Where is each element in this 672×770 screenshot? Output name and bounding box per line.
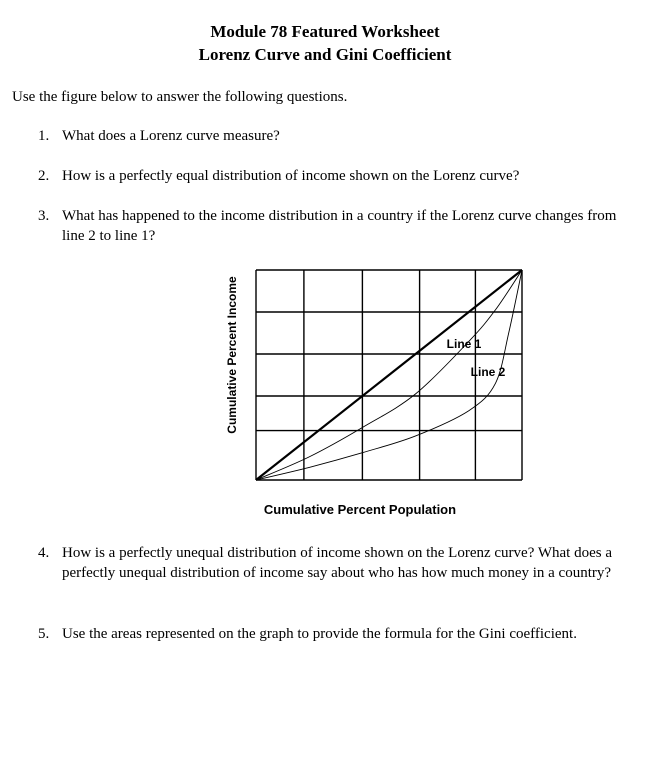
question-2	[38, 166, 638, 186]
y-axis-label: Cumulative Percent Income	[225, 276, 239, 434]
question-number: 2.	[38, 168, 50, 184]
question-4	[38, 543, 648, 605]
lorenz-line-2	[256, 270, 522, 480]
lorenz-line-1	[256, 270, 522, 480]
question-text: How is a perfectly equal distribution of income shown on the Lorenz curve?	[62, 168, 520, 184]
question-number: 1.	[38, 128, 50, 144]
question-3	[38, 206, 638, 248]
question-text: What does a Lorenz curve measure?	[62, 128, 280, 144]
intro-text: Use the figure below to answer the following questions.	[12, 89, 348, 105]
line-2-label: Line 2	[470, 365, 506, 379]
question-number: 4.	[38, 545, 50, 561]
question-number: 5.	[38, 626, 50, 642]
chart-grid	[256, 270, 522, 480]
question-text: How is a perfectly unequal distribution of income shown on the Lorenz curve? What does a perfectly unequal distribution of income say about who has how much money in a country?	[62, 545, 612, 581]
chart-series	[256, 270, 522, 480]
question-number: 3.	[38, 208, 50, 224]
line-1-label: Line 1	[446, 337, 482, 351]
x-axis-label: Cumulative Percent Population	[263, 502, 457, 517]
question-text: Use the areas represented on the graph to provide the formula for the Gini coefficient.	[62, 626, 577, 642]
equality-line	[256, 270, 522, 480]
question-5	[38, 624, 638, 644]
question-text: What has happened to the income distribution in a country if the Lorenz curve changes from line 2 to line 1?	[62, 208, 617, 244]
worksheet-subtitle: Lorenz Curve and Gini Coefficient	[198, 45, 452, 64]
worksheet-title: Module 78 Featured Worksheet	[210, 22, 440, 41]
chart-labels	[447, 337, 506, 379]
question-1	[38, 126, 638, 146]
